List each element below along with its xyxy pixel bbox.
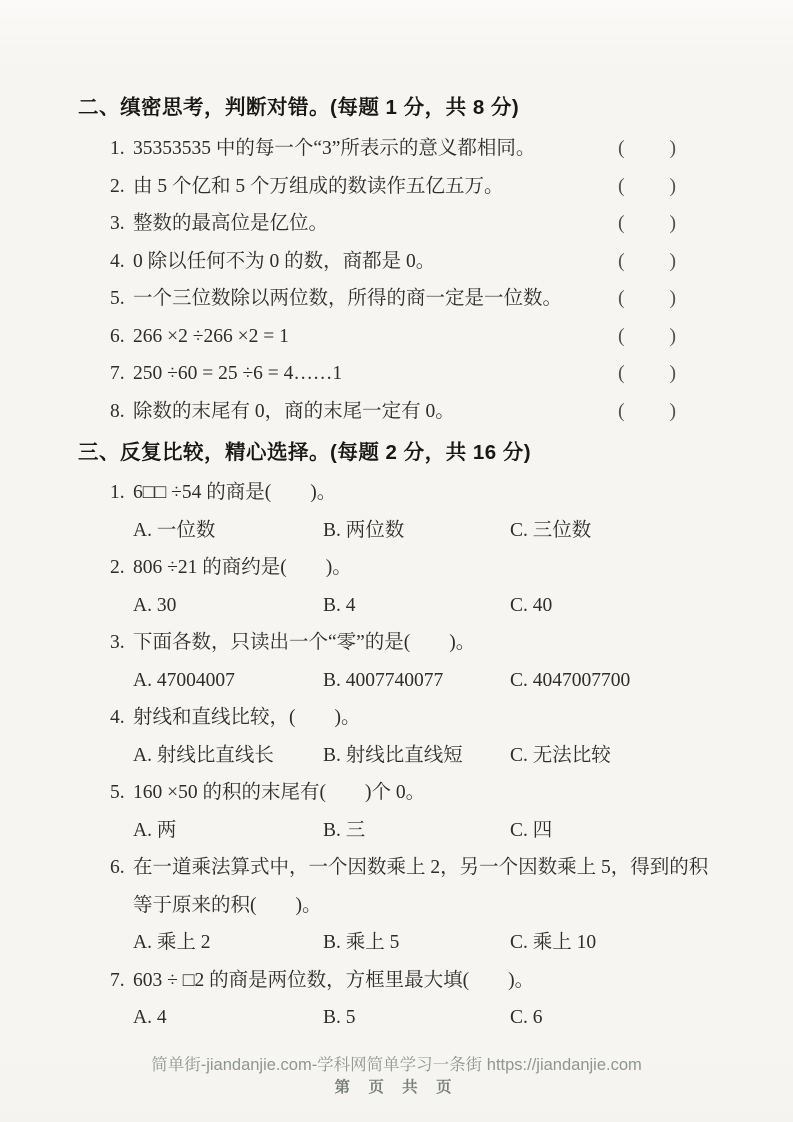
page-footer: [0, 1054, 793, 1099]
mc-question-3: [110, 624, 793, 699]
question-text: 250 ÷60 = 25 ÷6 = 4……1: [133, 363, 343, 384]
question-text: 266 ×2 ÷266 ×2 = 1: [133, 325, 289, 347]
question-text: 由 5 个亿和 5 个万组成的数读作五亿五万。: [133, 175, 504, 197]
question-line: [110, 474, 793, 512]
question-number: 3.: [110, 632, 125, 653]
question-text: 除数的末尾有 0，商的末尾一定有 0。: [133, 400, 455, 422]
option-b: B. 4: [323, 594, 356, 616]
option-a: A. 两: [133, 819, 177, 841]
question-text: 整数的最高位是亿位。: [133, 213, 329, 234]
answer-brackets: [618, 393, 676, 431]
question-text: 0 除以任何不为 0 的数，商都是 0。: [133, 250, 436, 272]
option-a: A. 一位数: [133, 519, 216, 541]
option-a: A. 射线比直线长: [133, 744, 274, 766]
question-number: 1.: [110, 482, 125, 503]
paren-open: (: [618, 137, 625, 159]
paren-open: (: [618, 362, 625, 384]
paren-close: ): [669, 137, 676, 159]
paren-open: (: [618, 324, 625, 347]
tf-item-7: [110, 355, 676, 393]
true-false-list: [0, 130, 793, 430]
question-number: 1.: [110, 138, 125, 159]
paren-close: ): [669, 212, 676, 234]
tf-question: [110, 243, 435, 281]
question-text: 射线和直线比较，( )。: [133, 707, 361, 728]
options-row: [133, 999, 793, 1037]
question-number: 6.: [110, 857, 125, 878]
question-number: 5.: [110, 288, 125, 309]
question-number: 3.: [110, 213, 125, 234]
option-a: A. 47004007: [133, 669, 235, 691]
question-number: 8.: [110, 400, 125, 422]
paren-close: ): [669, 249, 676, 272]
question-line: [110, 962, 793, 1000]
answer-brackets: [618, 280, 676, 318]
question-number: 7.: [110, 363, 125, 384]
footer-page-indicator: 第 页 共 页: [334, 1079, 459, 1096]
tf-question: [110, 168, 504, 206]
options-row: [133, 737, 793, 775]
question-text: 35353535 中的每一个“3”所表示的意义都相同。: [133, 138, 536, 159]
tf-question: [110, 130, 535, 168]
answer-brackets: [618, 130, 676, 168]
answer-brackets: [618, 243, 676, 281]
option-b: B. 三: [323, 819, 366, 841]
paren-close: ): [669, 287, 676, 309]
question-line: [110, 699, 793, 737]
question-line: [110, 549, 793, 587]
tf-item-2: [110, 168, 676, 206]
question-number: 5.: [110, 782, 125, 803]
answer-brackets: [618, 318, 676, 356]
options-row: [133, 587, 793, 625]
question-text: 6□□ ÷54 的商是( )。: [133, 482, 337, 503]
paren-open: (: [618, 174, 625, 197]
mc-question-4: [110, 699, 793, 774]
option-a: A. 乘上 2: [133, 932, 211, 953]
option-c: C. 四: [510, 819, 553, 841]
answer-brackets: [618, 168, 676, 206]
section-two-heading: 二、缜密思考，判断对错。(每题 1 分，共 8 分): [78, 96, 520, 119]
option-a: A. 4: [133, 1007, 167, 1028]
tf-question: [110, 318, 289, 356]
paren-close: ): [669, 362, 676, 384]
options-row: [133, 924, 793, 962]
paren-close: ): [669, 174, 676, 197]
options-row: [133, 512, 793, 550]
answer-brackets: [618, 205, 676, 243]
question-line: [110, 849, 793, 924]
option-b: B. 5: [323, 1007, 356, 1028]
option-b: B. 射线比直线短: [323, 744, 463, 766]
question-number: 7.: [110, 969, 125, 991]
question-number: 2.: [110, 557, 125, 578]
tf-question: [110, 280, 562, 318]
mc-question-2: [110, 549, 793, 624]
paren-open: (: [618, 249, 625, 272]
paren-close: ): [669, 399, 676, 422]
answer-brackets: [618, 355, 676, 393]
tf-question: [110, 205, 328, 243]
footer-watermark-text: 简单街-jiandanjie.com-学科网简单学习一条街 https://jiandanjie.com: [151, 1056, 642, 1074]
option-c: C. 三位数: [510, 519, 592, 541]
question-text: 在一道乘法算式中，一个因数乘上 2，另一个因数乘上 5，得到的积等于原来的积( )。: [133, 857, 709, 916]
question-line: [110, 624, 793, 662]
mc-question-5: [110, 774, 793, 849]
option-b: B. 两位数: [323, 519, 405, 541]
option-c: C. 6: [510, 1007, 543, 1028]
question-number: 2.: [110, 175, 125, 197]
mc-question-1: [110, 474, 793, 549]
tf-question: [110, 393, 455, 431]
question-text: 603 ÷ □2 的商是两位数，方框里最大填( )。: [133, 969, 535, 991]
question-text: 160 ×50 的积的末尾有( )个 0。: [133, 782, 426, 803]
question-number: 4.: [110, 707, 125, 728]
option-c: C. 4047007700: [510, 669, 631, 691]
tf-item-1: [110, 130, 676, 168]
multiple-choice-list: [0, 474, 793, 1037]
tf-item-6: [110, 318, 676, 356]
paren-open: (: [618, 212, 625, 234]
question-line: [110, 774, 793, 812]
paren-open: (: [618, 399, 625, 422]
tf-item-3: [110, 205, 676, 243]
tf-item-5: [110, 280, 676, 318]
option-b: B. 4007740077: [323, 669, 444, 691]
question-number: 4.: [110, 250, 125, 272]
question-number: 6.: [110, 325, 125, 347]
option-c: C. 无法比较: [510, 744, 611, 766]
question-text: 一个三位数除以两位数，所得的商一定是一位数。: [133, 288, 563, 309]
option-c: C. 乘上 10: [510, 932, 597, 953]
option-b: B. 乘上 5: [323, 932, 400, 953]
option-c: C. 40: [510, 594, 553, 616]
paren-close: ): [669, 324, 676, 347]
option-a: A. 30: [133, 594, 177, 616]
tf-question: [110, 355, 342, 393]
mc-question-6: [110, 849, 793, 962]
question-text: 下面各数，只读出一个“零”的是( )。: [133, 632, 476, 653]
tf-item-4: [110, 243, 676, 281]
question-text: 806 ÷21 的商约是( )。: [133, 557, 352, 578]
mc-question-7: [110, 962, 793, 1037]
tf-item-8: [110, 393, 676, 431]
paren-open: (: [618, 287, 625, 309]
options-row: [133, 812, 793, 850]
section-three-heading: 三、反复比较，精心选择。(每题 2 分，共 16 分): [78, 441, 532, 464]
options-row: [133, 662, 793, 700]
